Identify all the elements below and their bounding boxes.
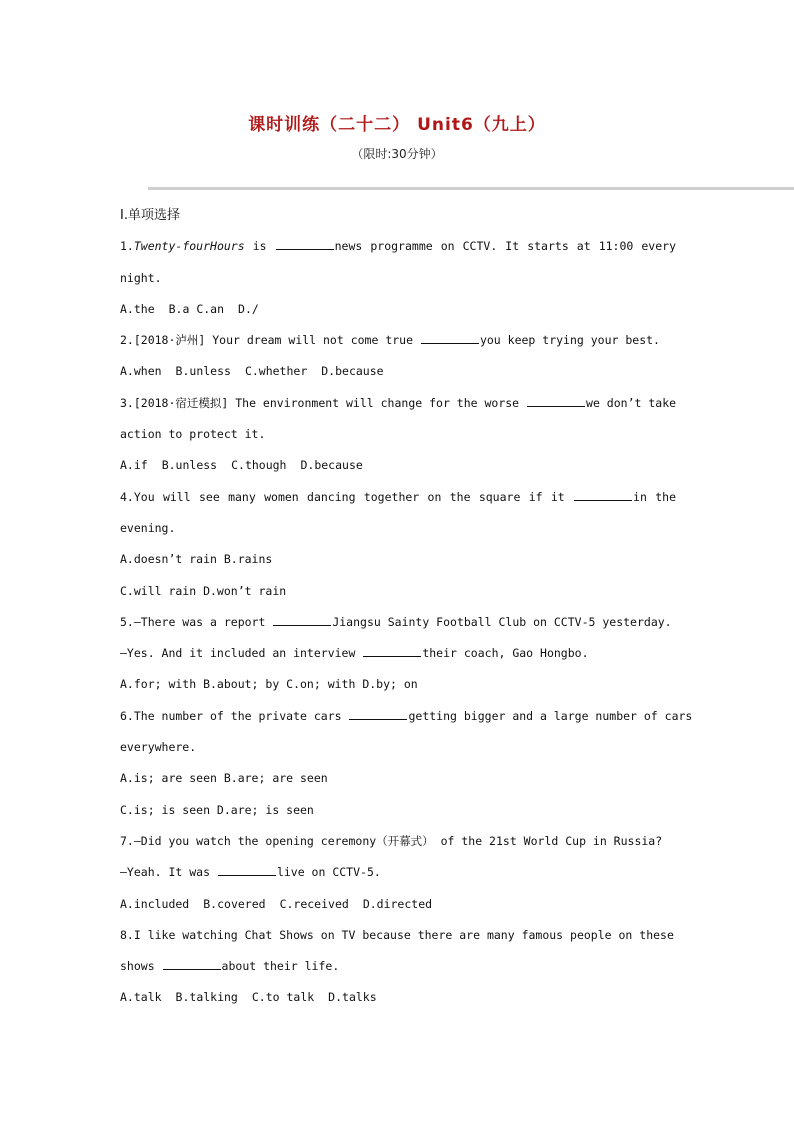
question-5-line-1: 5.—There was a report Jiangsu Sainty Football Club on CCTV-5 yesterday. xyxy=(120,614,672,629)
answer-blank[interactable] xyxy=(363,644,421,657)
question-8-line-1: 8.I like watching Chat Shows on TV because there are many famous people on these xyxy=(120,927,674,942)
option[interactable]: B.unless xyxy=(161,458,218,473)
option[interactable]: D.because xyxy=(300,458,363,473)
question-6-line-2: everywhere. xyxy=(120,740,197,755)
answer-blank[interactable] xyxy=(421,331,479,344)
question-4-line-2: evening. xyxy=(120,520,176,535)
answer-blank[interactable] xyxy=(527,394,585,407)
option[interactable]: A.if xyxy=(120,458,148,473)
section-heading: Ⅰ.单项选择 xyxy=(120,208,180,223)
question-1-options xyxy=(120,294,676,325)
option[interactable]: D.talks xyxy=(328,990,377,1005)
option[interactable]: C.received xyxy=(279,896,349,911)
question-6-options-2[interactable]: C.is; is seen D.are; is seen xyxy=(120,802,314,817)
question-4-options-1[interactable]: A.doesn’t rain B.rains xyxy=(120,552,273,567)
question-6-line-1: 6.The number of the private cars getting bigger and a large number of cars xyxy=(120,708,693,723)
question-list xyxy=(120,200,693,1014)
option[interactable]: D.because xyxy=(321,364,384,379)
option[interactable]: A.included xyxy=(120,896,190,911)
question-8-line-2: shows about their life. xyxy=(120,959,340,974)
question-1-line-2: night. xyxy=(120,270,162,285)
question-3-line-1: 3.[2018·宿迁模拟] The environment will change for the worse we don’t take xyxy=(120,395,677,410)
question-4-options-2[interactable]: C.will rain D.won’t rain xyxy=(120,583,287,598)
question-4-line-1: 4.You will see many women dancing together on the square if it in the xyxy=(120,489,676,504)
question-6-options-1[interactable]: A.is; are seen B.are; are seen xyxy=(120,771,328,786)
answer-blank[interactable] xyxy=(574,488,632,501)
option[interactable]: B.covered xyxy=(203,896,266,911)
question-3-line-2: action to protect it. xyxy=(120,427,266,442)
option[interactable]: C.whether xyxy=(244,364,308,379)
option[interactable]: C.though xyxy=(231,458,287,473)
option[interactable]: A.when xyxy=(120,364,162,379)
answer-blank[interactable] xyxy=(276,237,334,250)
answer-blank[interactable] xyxy=(349,707,407,720)
question-5-options[interactable]: A.for; with B.about; by C.on; with D.by; on xyxy=(120,677,418,692)
answer-blank[interactable] xyxy=(218,863,276,876)
question-2-options xyxy=(120,356,676,387)
option[interactable]: A.talk xyxy=(120,990,162,1005)
question-1-line-1: 1.Twenty-fourHours is news programme on CCTV. It starts at 11:00 every xyxy=(120,239,676,254)
option[interactable]: C.to talk xyxy=(251,990,315,1005)
question-8-options xyxy=(120,982,676,1013)
question-2-line-1: 2.[2018·泸州] Your dream will not come true you keep trying your best. xyxy=(120,333,660,348)
divider xyxy=(148,187,794,190)
time-limit: （限时:30分钟） xyxy=(351,147,443,161)
programme-name: Twenty-fourHours xyxy=(133,239,245,254)
answer-blank[interactable] xyxy=(163,957,221,970)
question-3-options xyxy=(120,450,676,481)
answer-blank[interactable] xyxy=(273,613,331,626)
option[interactable]: B.talking xyxy=(175,990,238,1005)
page-title: 课时训练（二十二） Unit6（九上） xyxy=(248,115,546,135)
question-7-options xyxy=(120,889,676,920)
option[interactable]: B.a C.an xyxy=(168,301,225,316)
option[interactable]: D./ xyxy=(238,301,259,316)
question-7-line-2: —Yeah. It was live on CCTV-5. xyxy=(120,865,381,880)
question-5-line-2: —Yes. And it included an interview their coach, Gao Hongbo. xyxy=(120,646,589,661)
question-7-line-1: 7.—Did you watch the opening ceremony（开幕式） of the 21st World Cup in Russia? xyxy=(120,833,663,848)
option[interactable]: A.the xyxy=(120,301,155,316)
option[interactable]: B.unless xyxy=(175,364,231,379)
option[interactable]: D.directed xyxy=(362,896,433,911)
